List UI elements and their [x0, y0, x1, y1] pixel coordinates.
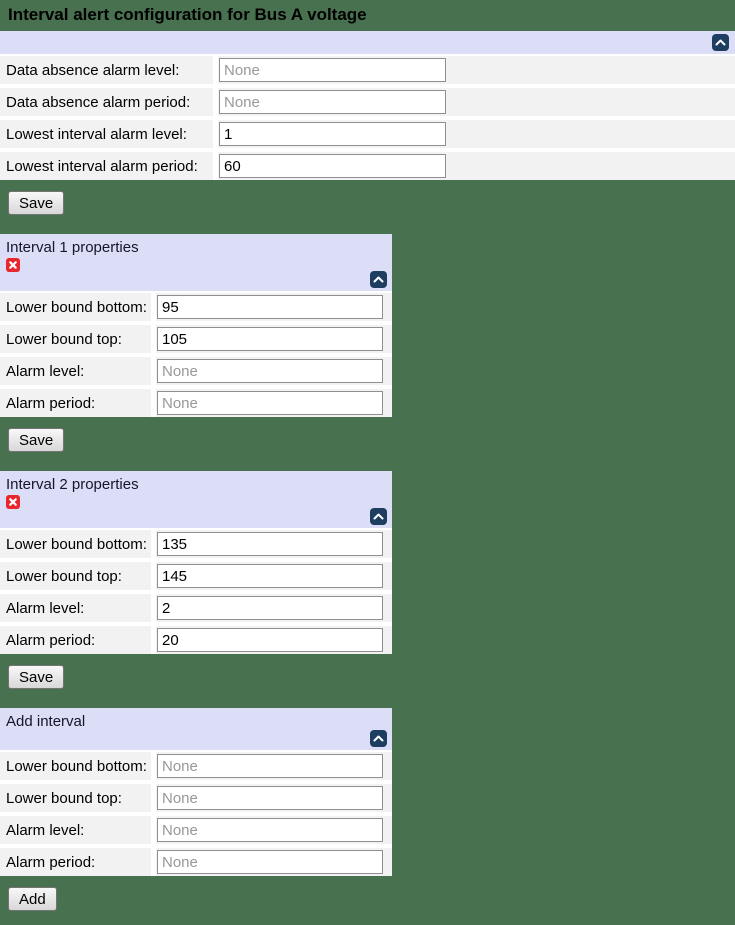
field-label: Alarm level: [0, 357, 151, 385]
field-row [0, 56, 735, 84]
field-input-cell [156, 784, 392, 812]
interval-2-panel [0, 471, 392, 654]
collapse-button[interactable] [370, 508, 387, 525]
field-label: Alarm level: [0, 594, 151, 622]
field-input-cell [156, 325, 392, 353]
interval-1-save-row [8, 428, 727, 452]
field-label: Alarm period: [0, 848, 151, 876]
add-interval-panel [0, 708, 392, 876]
add-interval-lower-bound-top-input[interactable] [157, 786, 383, 810]
add-button[interactable]: Add [8, 887, 57, 911]
field-input-cell [156, 389, 392, 417]
field-input-cell [218, 56, 735, 84]
lowest-interval-alarm-period-input[interactable] [219, 154, 446, 178]
interval-1-lower-bound-bottom-input[interactable] [157, 295, 383, 319]
field-row [0, 562, 392, 590]
delete-interval-button[interactable] [6, 258, 20, 272]
interval-2-save-row [8, 665, 727, 689]
add-interval-field-rows [0, 750, 392, 876]
interval-2-header [0, 471, 392, 528]
add-interval-lower-bound-bottom-input[interactable] [157, 754, 383, 778]
field-input-cell [218, 152, 735, 180]
field-row [0, 325, 392, 353]
field-label: Alarm period: [0, 626, 151, 654]
field-row [0, 152, 735, 180]
field-input-cell [156, 752, 392, 780]
field-label: Lower bound top: [0, 562, 151, 590]
x-icon [9, 498, 17, 506]
field-row [0, 784, 392, 812]
page-title: Interval alert configuration for Bus A voltage [8, 5, 367, 24]
save-button[interactable]: Save [8, 191, 64, 215]
data-absence-alarm-level-input[interactable] [219, 58, 446, 82]
collapse-button[interactable] [712, 34, 729, 51]
interval-2-lower-bound-top-input[interactable] [157, 564, 383, 588]
add-interval-header [0, 708, 392, 750]
add-interval-button-row [8, 887, 727, 911]
panel-title: Add interval [6, 713, 86, 730]
interval-2-alarm-period-input[interactable] [157, 628, 383, 652]
field-label: Data absence alarm level: [0, 56, 213, 84]
global-save-row [8, 191, 727, 215]
field-row [0, 816, 392, 844]
save-button[interactable]: Save [8, 428, 64, 452]
panel-title: Interval 2 properties [6, 476, 139, 493]
field-input-cell [156, 357, 392, 385]
field-label: Lower bound bottom: [0, 293, 151, 321]
lowest-interval-alarm-level-input[interactable] [219, 122, 446, 146]
chevron-up-icon [715, 39, 726, 46]
field-label: Data absence alarm period: [0, 88, 213, 116]
interval-2-field-rows [0, 528, 392, 654]
field-label: Lower bound top: [0, 784, 151, 812]
field-label: Lower bound bottom: [0, 752, 151, 780]
delete-interval-button[interactable] [6, 495, 20, 509]
field-row [0, 626, 392, 654]
field-row [0, 389, 392, 417]
interval-1-alarm-level-input[interactable] [157, 359, 383, 383]
data-absence-alarm-period-input[interactable] [219, 90, 446, 114]
field-label: Lowest interval alarm period: [0, 152, 213, 180]
field-label: Alarm level: [0, 816, 151, 844]
field-input-cell [156, 816, 392, 844]
interval-1-field-rows [0, 291, 392, 417]
field-input-cell [156, 293, 392, 321]
global-field-rows [0, 54, 735, 180]
field-label: Lower bound bottom: [0, 530, 151, 558]
panel-title: Interval 1 properties [6, 239, 139, 256]
field-row [0, 530, 392, 558]
field-row [0, 594, 392, 622]
field-row [0, 752, 392, 780]
field-row [0, 357, 392, 385]
field-row [0, 120, 735, 148]
chevron-up-icon [373, 276, 384, 283]
field-label: Alarm period: [0, 389, 151, 417]
field-input-cell [156, 594, 392, 622]
collapse-button[interactable] [370, 730, 387, 747]
interval-2-lower-bound-bottom-input[interactable] [157, 532, 383, 556]
chevron-up-icon [373, 513, 384, 520]
add-interval-alarm-period-input[interactable] [157, 850, 383, 874]
field-row [0, 848, 392, 876]
x-icon [9, 261, 17, 269]
field-label: Lower bound top: [0, 325, 151, 353]
global-config-panel [0, 31, 735, 180]
interval-1-lower-bound-top-input[interactable] [157, 327, 383, 351]
field-input-cell [156, 626, 392, 654]
interval-1-alarm-period-input[interactable] [157, 391, 383, 415]
interval-1-panel [0, 234, 392, 417]
field-row [0, 88, 735, 116]
save-button[interactable]: Save [8, 665, 64, 689]
collapse-button[interactable] [370, 271, 387, 288]
field-input-cell [218, 120, 735, 148]
field-input-cell [156, 562, 392, 590]
interval-1-header [0, 234, 392, 291]
field-row [0, 293, 392, 321]
add-interval-alarm-level-input[interactable] [157, 818, 383, 842]
field-label: Lowest interval alarm level: [0, 120, 213, 148]
field-input-cell [156, 530, 392, 558]
field-input-cell [156, 848, 392, 876]
global-panel-header [0, 31, 735, 54]
chevron-up-icon [373, 735, 384, 742]
interval-2-alarm-level-input[interactable] [157, 596, 383, 620]
field-input-cell [218, 88, 735, 116]
